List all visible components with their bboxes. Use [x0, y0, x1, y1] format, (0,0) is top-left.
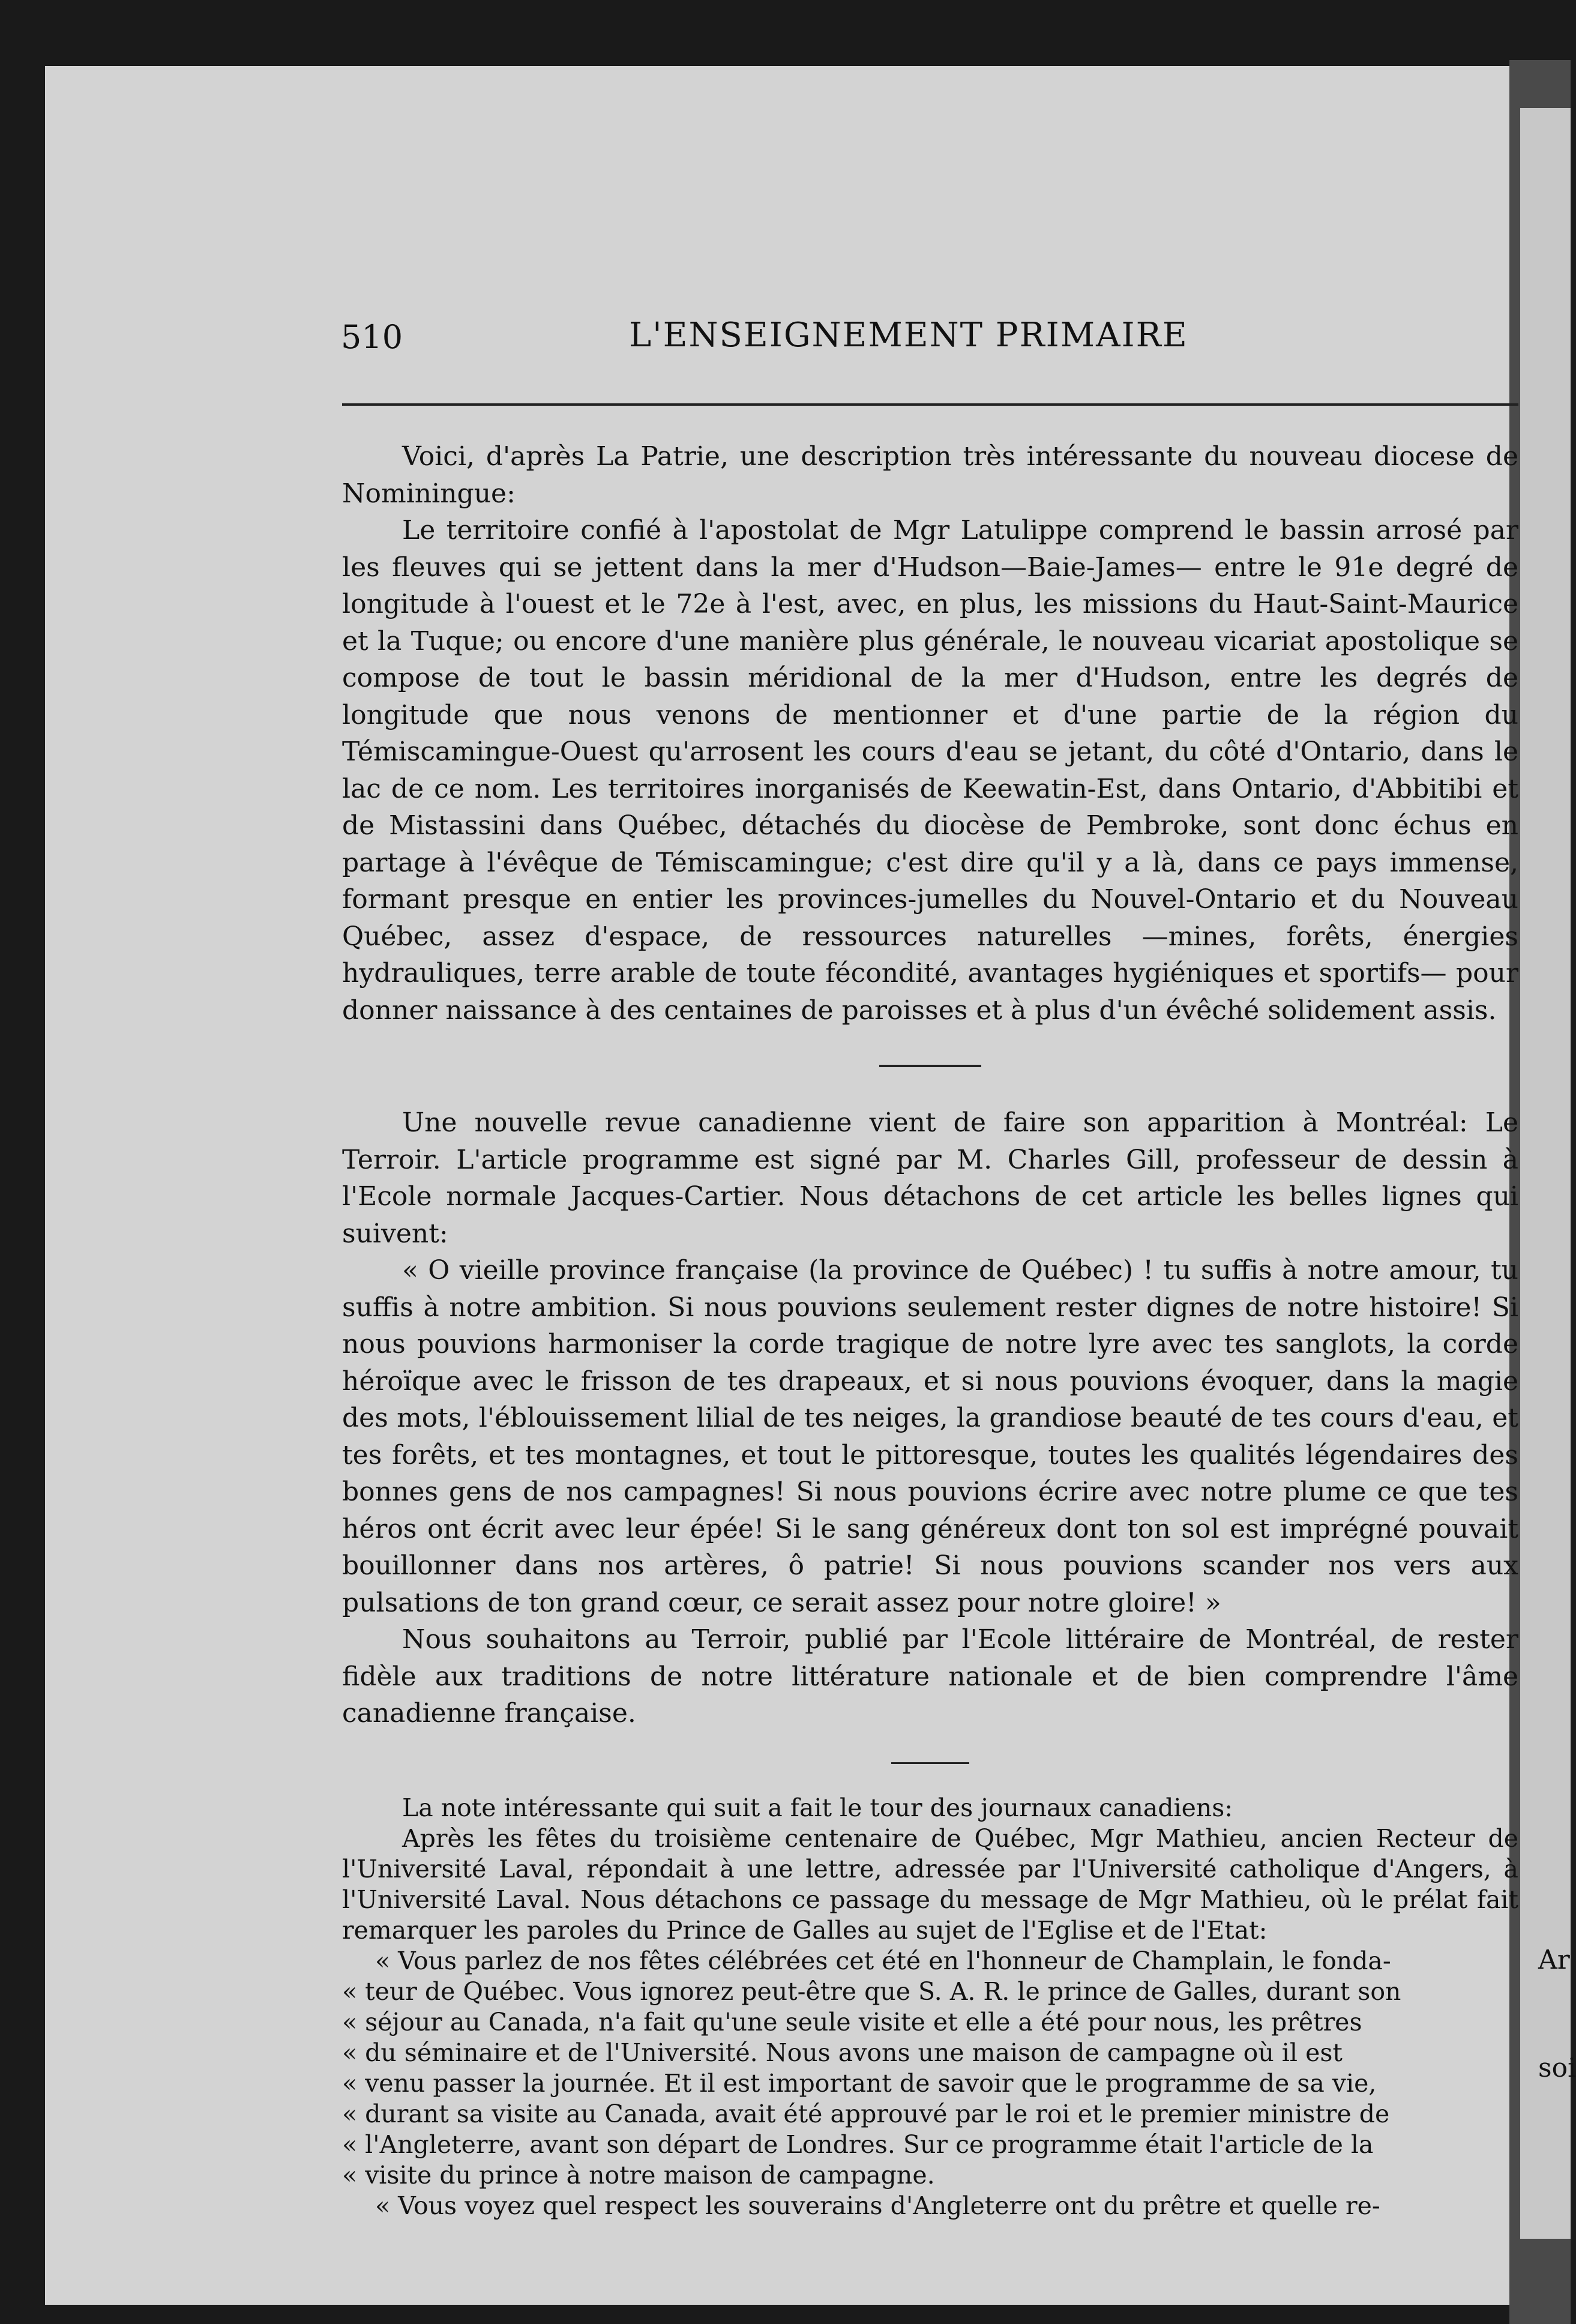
adjacent-page-edge	[1509, 60, 1576, 2324]
header-rule	[342, 403, 1518, 406]
paragraph: La note intéressante qui suit a fait le tour des journaux canadiens:	[402, 1793, 1233, 1822]
adjacent-page-fragment: Ar	[1538, 1945, 1570, 1975]
paragraph: Une nouvelle revue canadienne vient de faire son apparition à Montréal: Le Terroir. L'article programme est signé par M. Charles Gill, professeur de dessin à l'Ecole normale Jacques-Cartier. Nous détachons de cet article les belles lignes qui suivent:	[342, 1107, 1518, 1249]
paragraph: Le territoire confié à l'apostolat de Mgr Latulippe comprend le bassin arrosé par les fleuves qui se jettent dans la mer d'Hudson—Baie-James— entre le 91e degré de longitude à l'ouest et le 72e à l'est, avec, en plus, les missions du Haut-Saint-Maurice et la Tuque; ou encore d'une manière plus générale, le nouveau vicariat apostolique se compose de tout le bassin méridional de la mer d'Hudson, entre les degrés de longitude que nous venons de mentionner et d'une partie de la région du Témiscamingue-Ouest qu'arrosent les cours d'eau se jetant, du côté d'Ontario, dans le lac de ce nom. Les territoires inorganisés de Keewatin-Est, dans Ontario, d'Abbitibi et de Mistassini dans Québec, détachés du diocèse de Pembroke, sont donc échus en partage à l'évêque de Témiscamingue; c'est dire qu'il y a là, dans ce pays immense, formant presque en entier les provinces-jumelles du Nouvel-Ontario et du Nouveau Québec, assez d'espace, de ressources naturelles —mines, forêts, énergies hydrauliques, terre arable de toute fécondité, avantages hygiéniques et sportifs— pour donner naissance à des centaines de paroisses et à plus d'un évêché solidement assis.	[342, 515, 1518, 1026]
paragraph: Après les fêtes du troisième centenaire de Québec, Mgr Mathieu, ancien Recteur de l'Université Laval, répondait à une lettre, adressée par l'Université catholique d'Angers, à l'Université Laval. Nous détachons ce passage du message de Mgr Mathieu, où le prélat fait remarquer les paroles du Prince de Galles au sujet de l'Eglise et de l'Etat:	[342, 1823, 1518, 1945]
page-number: 510	[341, 318, 403, 356]
quote-line: « Vous parlez de nos fêtes célébrées cet été en l'honneur de Champlain, le fonda-	[375, 1946, 1391, 1975]
section-separator	[891, 1762, 969, 1764]
quote-line: « venu passer la journée. Et il est important de savoir que le programme de sa vie,	[342, 2068, 1377, 2098]
paragraph: Nous souhaitons au Terroir, publié par l'Ecole littéraire de Montréal, de rester fidèle aux traditions de notre littérature nationale et de bien comprendre l'âme canadienne française.	[342, 1624, 1518, 1729]
book-page	[45, 66, 1518, 2305]
news-note	[342, 1793, 1518, 2221]
adjacent-page	[1520, 108, 1576, 2239]
section-separator	[879, 1065, 981, 1067]
quote-line: « séjour au Canada, n'a fait qu'une seule visite et elle a été pour nous, les prêtres	[342, 2007, 1362, 2037]
quote-line: « visite du prince à notre maison de campagne.	[342, 2160, 935, 2190]
article-body	[342, 438, 1518, 2221]
quote-line: « du séminaire et de l'Université. Nous avons une maison de campagne où il est	[342, 2038, 1343, 2067]
quote-line: « Vous voyez quel respect les souverains d'Angleterre ont du prêtre et quelle re-	[375, 2191, 1380, 2220]
running-head	[342, 318, 1518, 354]
quote-line: « l'Angleterre, avant son départ de Londres. Sur ce programme était l'article de la	[342, 2130, 1374, 2159]
adjacent-page-fragment: soi	[1538, 2053, 1576, 2083]
quote-line: « durant sa visite au Canada, avait été approuvé par le roi et le premier ministre de	[342, 2099, 1390, 2128]
journal-title: L'ENSEIGNEMENT PRIMAIRE	[629, 316, 1188, 355]
paragraph: Voici, d'après La Patrie, une description très intéressante du nouveau diocese de Nominingue:	[342, 441, 1518, 509]
paragraph: « O vieille province française (la province de Québec) ! tu suffis à notre amour, tu suffis à notre ambition. Si nous pouvions seulement rester dignes de notre histoire! Si nous pouvions harmoniser la corde tragique de notre lyre avec tes sanglots, la corde héroïque avec le frisson de tes drapeaux, et si nous pouvions évoquer, dans la magie des mots, l'éblouissement lilial de tes neiges, la grandiose beauté de tes cours d'eau, et tes forêts, et tes montagnes, et tout le pittoresque, toutes les qualités légendaires des bonnes gens de nos campagnes! Si nous pouvions écrire avec notre plume ce que tes héros ont écrit avec leur épée! Si le sang généreux dont ton sol est imprégné pouvait bouillonner dans nos artères, ô patrie! Si nous pouvions scander nos vers aux pulsations de ton grand cœur, ce serait assez pour notre gloire! »	[342, 1255, 1518, 1618]
quote-line: « teur de Québec. Vous ignorez peut-être que S. A. R. le prince de Galles, durant son	[342, 1976, 1401, 2006]
